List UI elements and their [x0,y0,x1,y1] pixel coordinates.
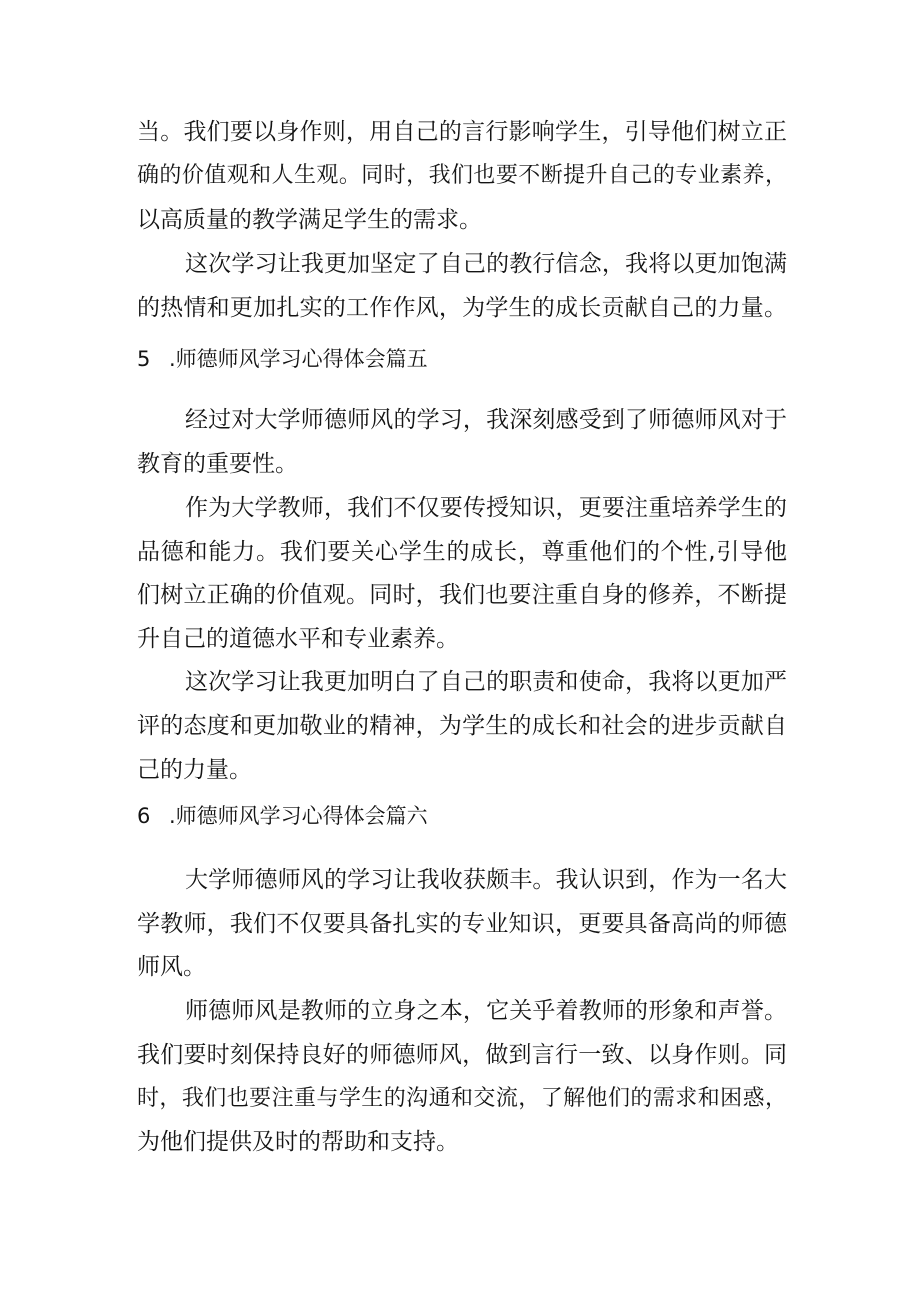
paragraph-line: 为他们提供及时的帮助和支持。 [137,1129,459,1155]
paragraph-line: 的热情和更加扎实的工作作风，为学生的成长贡献自己的力量。 [137,295,787,321]
paragraph-line: 己的力量。 [137,757,252,783]
paragraph-line: 大学师德师风的学习让我收获颇丰。我认识到，作为一名大 [185,867,787,893]
paragraph-line: 这次学习让我更加坚定了自己的教行信念，我将以更加饱满 [185,251,787,277]
paragraph-line: 教育的重要性。 [137,451,298,477]
paragraph-line: 当。我们要以身作则，用自己的言行影响学生，引导他们树立正 [137,119,787,145]
paragraph-line: 作为大学教师，我们不仅要传授知识，更要注重培养学生的 [185,495,787,521]
paragraph-line: 师风。 [137,954,206,980]
section-heading [137,345,428,373]
paragraph-line: 学教师，我们不仅要具备扎实的专业知识，更要具备高尚的师德 [137,911,787,937]
section-number: 6 [137,804,151,828]
paragraph-line: 我们要时刻保持良好的师德师风，做到言行一致、以身作则。同 [137,1042,787,1068]
paragraph-line: 以高质量的教学满足学生的需求。 [137,207,482,233]
section-title: .师德师风学习心得体会篇五 [169,347,428,371]
paragraph-line: 确的价值观和人生观。同时，我们也要不断提升自己的专业素养， [137,163,787,188]
paragraph-line: 经过对大学师德师风的学习，我深刻感受到了师德师风对于 [185,407,787,433]
paragraph-line: 师德师风是教师的立身之本，它关乎着教师的形象和声誉。 [185,998,787,1024]
paragraph-line: 升自己的道德水平和专业素养。 [137,626,459,652]
section-title: .师德师风学习心得体会篇六 [169,804,428,828]
paragraph-line: 评的态度和更加敬业的精神，为学生的成长和社会的进步贡献自 [137,713,787,739]
paragraph-line: 品德和能力。我们要关心学生的成长，尊重他们的个性,引导他 [137,539,787,565]
paragraph-line: 时，我们也要注重与学生的沟通和交流，了解他们的需求和困惑， [137,1086,787,1111]
section-number: 5 [137,347,151,371]
paragraph-line: 这次学习让我更加明白了自己的职责和使命，我将以更加严 [185,669,787,695]
section-heading [137,802,428,830]
paragraph-line: 们树立正确的价值观。同时，我们也要注重自身的修养，不断提 [137,582,787,608]
